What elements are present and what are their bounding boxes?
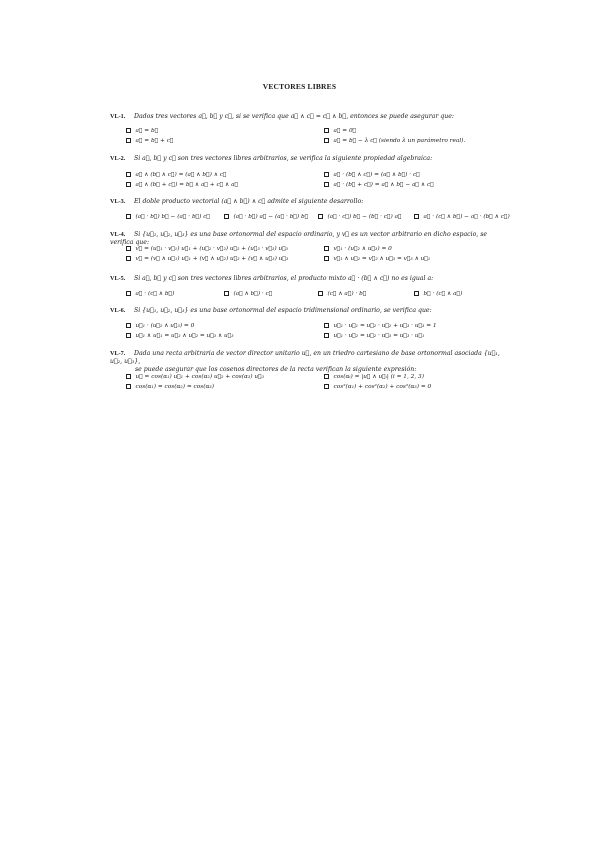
option-text: a⃗ = b⃗ + c⃗ [135,138,174,144]
option-vl6-d[interactable] [324,332,424,340]
option-text: u⃗₁ · (u⃗₂ ∧ u⃗₃) = 0 [135,323,195,329]
option-text: u⃗₁ ∧ u⃗₁ = u⃗₂ ∧ u⃗₂ = u⃗₃ ∧ u⃗₃ [135,333,234,339]
question-stem: Si a⃗, b⃗ y c⃗ son tres vectores libres arbitrarios, se verifica la siguiente propiedad algebraica: [134,155,433,162]
question-vl6 [110,307,500,315]
checkbox-icon[interactable] [126,182,131,187]
checkbox-icon[interactable] [324,256,329,261]
question-stem: El doble producto vectorial (a⃗ ∧ b⃗) ∧ c⃗ admite el siguiente desarrollo: [134,198,364,205]
option-text: a⃗ = b⃗ [135,128,159,134]
checkbox-icon[interactable] [324,323,329,328]
page-title: VECTORES LIBRES [262,82,337,91]
option-text: a⃗ ∧ (b⃗ + c⃗) = b⃗ ∧ a⃗ + c⃗ ∧ a⃗ [135,182,239,188]
option-vl1-b[interactable] [324,127,356,135]
option-vl3-b[interactable] [224,213,308,221]
option-vl3-c[interactable] [318,213,402,221]
question-stem: Si {u⃗₁, u⃗₂, u⃗₃} es una base ortonormal del espacio ordinario, y v⃗ es un vector arbitrario en dicho espacio, se verifica que: [110,231,488,246]
question-stem: Dados tres vectores a⃗, b⃗ y c⃗, si se verifica que a⃗ ∧ c⃗ = c⃗ ∧ b⃗, entonces se puede asegurar que: [134,113,454,120]
option-vl6-b[interactable] [324,322,437,330]
question-stem: Dada una recta arbitraria de vector director unitario u⃗, en un triedro cartesiano de base ortonormal asociada {u⃗₁, u⃗₂, u⃗₃}, [110,350,500,365]
option-vl1-d[interactable] [324,137,465,145]
checkbox-icon[interactable] [324,182,329,187]
checkbox-icon[interactable] [324,138,329,143]
option-vl4-b[interactable] [324,245,392,253]
checkbox-icon[interactable] [414,214,419,219]
checkbox-icon[interactable] [324,246,329,251]
option-text: (a⃗ ∧ b⃗) · c⃗ [233,291,273,297]
option-text: u⃗₁ · u⃗₂ = u⃗₂ · u⃗₃ = u⃗₃ · u⃗₁ [333,333,425,339]
option-text: (a⃗ · c⃗) b⃗ − (b⃗ · c⃗) a⃗ [327,214,402,220]
checkbox-icon[interactable] [126,384,131,389]
option-text: cos(αᵢ) = |u⃗ ∧ u⃗ᵢ| (i = 1, 2, 3) [333,374,424,380]
option-vl7-a[interactable] [126,373,264,381]
question-vl3 [110,198,500,206]
question-vl7 [110,350,500,374]
question-stem: Si a⃗, b⃗ y c⃗ son tres vectores libres arbitrarios, el producto mixto a⃗ · (b⃗ ∧ c⃗) no es igual a: [134,275,434,282]
option-text: v⃗₁ ∧ u⃗₂ = v⃗₂ ∧ u⃗₃ = v⃗₃ ∧ u⃗₁ [333,256,431,262]
checkbox-icon[interactable] [324,128,329,133]
option-text: (a⃗ · b⃗) a⃗ − (a⃗ · b⃗) b⃗ [233,214,309,220]
checkbox-icon[interactable] [126,128,131,133]
option-vl6-c[interactable] [126,332,234,340]
option-vl5-a[interactable] [126,290,174,298]
option-vl1-a[interactable] [126,127,158,135]
checkbox-icon[interactable] [324,172,329,177]
checkbox-icon[interactable] [126,333,131,338]
option-vl7-c[interactable] [126,383,214,391]
checkbox-icon[interactable] [126,138,131,143]
option-vl5-d[interactable] [414,290,462,298]
option-vl2-c[interactable] [126,181,238,189]
question-number: VL-2. [110,155,126,162]
option-text: cos(α₁) = cos(α₂) = cos(α₃) [135,384,215,390]
option-text: cos²(α₁) + cos²(α₂) + cos²(α₃) = 0 [333,384,432,390]
option-vl4-a[interactable] [126,245,288,253]
option-vl4-c[interactable] [126,255,288,263]
checkbox-icon[interactable] [324,384,329,389]
option-text: a⃗ · (b⃗ + c⃗) = a⃗ ∧ b⃗ − a⃗ ∧ c⃗ [333,182,434,188]
option-text: a⃗ · (b⃗ ∧ c⃗) = (a⃗ ∧ b⃗) · c⃗ [333,172,420,178]
option-vl2-d[interactable] [324,181,434,189]
checkbox-icon[interactable] [126,246,131,251]
checkbox-icon[interactable] [224,214,229,219]
option-text: v⃗₁ · (u⃗₂ ∧ u⃗₃) = 0 [333,246,392,252]
option-text: v⃗ = (v⃗ ∧ u⃗₁) u⃗₁ + (v⃗ ∧ u⃗₂) u⃗₂ + (v⃗ ∧ u⃗₃) u⃗₃ [135,256,289,262]
question-number: VL-6. [110,307,126,314]
option-text: b⃗ · (c⃗ ∧ a⃗) [423,291,463,297]
option-text: a⃗ ∧ (b⃗ ∧ c⃗) = (a⃗ ∧ b⃗) ∧ c⃗ [135,172,227,178]
option-vl6-a[interactable] [126,322,194,330]
option-text: a⃗ = b⃗ − λ c⃗ (siendo λ un parámetro real). [333,138,466,144]
option-vl3-d[interactable] [414,213,510,221]
option-text: (a⃗ · b⃗) b⃗ − (a⃗ · b⃗) c⃗ [135,214,210,220]
option-text: u⃗₁ · u⃗₁ = u⃗₂ · u⃗₂ + u⃗₃ · u⃗₃ = 1 [333,323,437,329]
option-vl3-a[interactable] [126,213,210,221]
checkbox-icon[interactable] [126,214,131,219]
question-number: VL-7. [110,350,126,357]
option-text: a⃗ · (c⃗ ∧ b⃗) − a⃗ · (b⃗ ∧ c⃗) [423,214,510,220]
option-vl5-b[interactable] [224,290,272,298]
checkbox-icon[interactable] [126,291,131,296]
checkbox-icon[interactable] [318,291,323,296]
question-stem-continued: se puede asegurar que los cosenos directores de la recta verifican la siguiente expresión: [135,366,417,373]
checkbox-icon[interactable] [224,291,229,296]
option-text: a⃗ = 0⃗ [333,128,357,134]
checkbox-icon[interactable] [126,172,131,177]
checkbox-icon[interactable] [126,323,131,328]
checkbox-icon[interactable] [324,333,329,338]
option-vl4-d[interactable] [324,255,430,263]
option-text: (c⃗ ∧ a⃗) · b⃗ [327,291,367,297]
question-stem: Si {u⃗₁, u⃗₂, u⃗₃} es una base ortonormal del espacio tridimensional ordinario, se verifica que: [134,307,432,314]
question-number: VL-3. [110,198,126,205]
question-number: VL-4. [110,231,126,238]
question-vl5 [110,275,500,283]
question-number: VL-1. [110,113,126,120]
option-text: a⃗ · (c⃗ ∧ b⃗) [135,291,175,297]
checkbox-icon[interactable] [414,291,419,296]
checkbox-icon[interactable] [126,256,131,261]
checkbox-icon[interactable] [318,214,323,219]
option-vl5-c[interactable] [318,290,366,298]
question-vl1 [110,113,500,121]
option-vl1-c[interactable] [126,137,173,145]
option-vl7-d[interactable] [324,383,431,391]
option-vl7-b[interactable] [324,373,424,381]
option-text: v⃗ = (u⃗₁ · v⃗₁) u⃗₁ + (u⃗₂ · v⃗₂) u⃗₂ + (u⃗₃ · v⃗₃) u⃗₃ [135,246,289,252]
option-text: u⃗ = cos(α₁) u⃗₁ + cos(α₂) u⃗₂ + cos(α₃) u⃗₃ [135,374,264,380]
question-vl2 [110,155,500,163]
checkbox-icon[interactable] [324,374,329,379]
option-vl2-a[interactable] [126,171,227,179]
question-number: VL-5. [110,275,126,282]
checkbox-icon[interactable] [126,374,131,379]
option-vl2-b[interactable] [324,171,420,179]
